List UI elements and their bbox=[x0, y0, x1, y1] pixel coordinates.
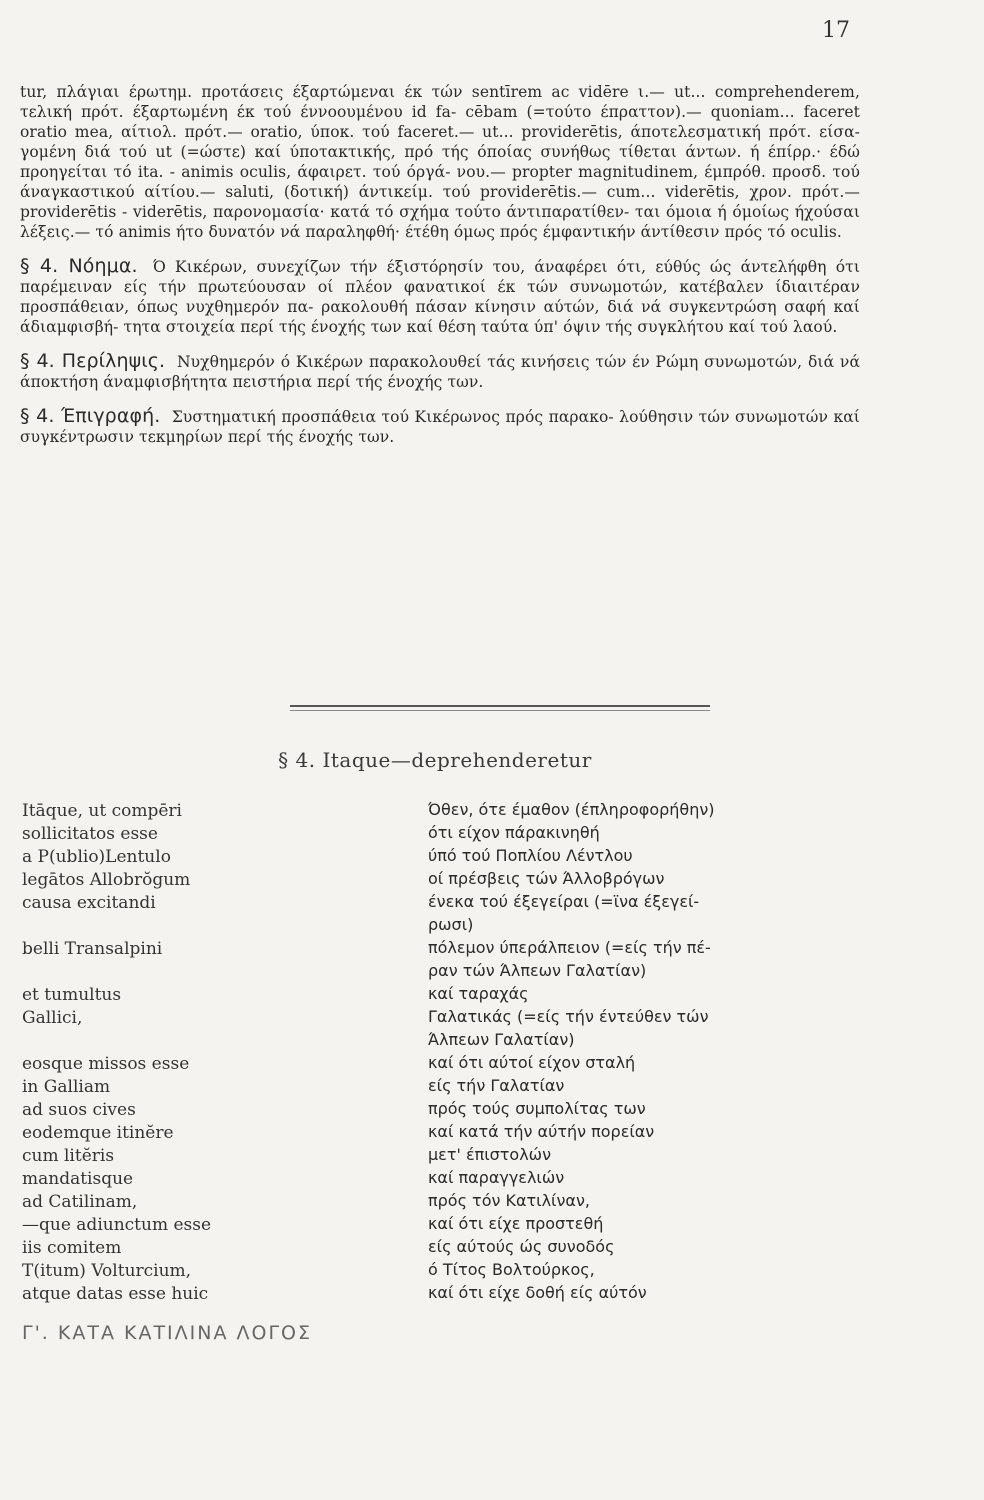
latin-line bbox=[22, 915, 362, 938]
greek-line: πρός τούς συμπολίτας των bbox=[428, 1099, 646, 1118]
greek-line: ένεκα τού έξεγείραι (=ϊνα έξεγεί- bbox=[428, 892, 700, 911]
latin-column bbox=[22, 800, 362, 1306]
section-heading: § 4. Έπιγραφή. bbox=[20, 405, 161, 427]
latin-line: mandatisque bbox=[22, 1169, 134, 1189]
section-meaning bbox=[20, 256, 860, 337]
latin-line: in Galliam bbox=[22, 1077, 111, 1097]
greek-translation-column bbox=[428, 798, 868, 1304]
greek-line: οί πρέσβεις τών Άλλοβρόγων bbox=[428, 869, 665, 888]
greek-line: ραν τών Άλπεων Γαλατίαν) bbox=[428, 961, 647, 980]
greek-line: Όθεν, ότε έμαθον (έπληροφορήθην) bbox=[428, 800, 715, 819]
latin-line bbox=[22, 1030, 362, 1053]
page-footer: Γ'. ΚΑΤΑ ΚΑΤΙΛΙΝΑ ΛΟΓΟΣ bbox=[22, 1322, 313, 1344]
latin-line: iis comitem bbox=[22, 1238, 122, 1258]
section-summary bbox=[20, 351, 860, 392]
latin-line: et tumultus bbox=[22, 985, 122, 1005]
greek-line: καί ότι είχε δοθή είς αύτόν bbox=[428, 1283, 647, 1302]
greek-line: πρός τόν Κατιλίναν, bbox=[428, 1191, 590, 1210]
greek-line: ρωσι) bbox=[428, 915, 474, 934]
latin-line: T(itum) Volturcium, bbox=[22, 1261, 192, 1281]
page-number: 17 bbox=[822, 18, 850, 43]
latin-line: legātos Allobrŏgum bbox=[22, 870, 191, 890]
greek-line: καί ότι αύτοί είχον σταλή bbox=[428, 1053, 636, 1072]
latin-line: —que adiunctum esse bbox=[22, 1215, 212, 1235]
latin-line bbox=[22, 961, 362, 984]
greek-line: είς αύτούς ώς συνοδός bbox=[428, 1237, 615, 1256]
latin-line: cum litĕris bbox=[22, 1146, 115, 1166]
passage-title: § 4. Itaque—deprehenderetur bbox=[278, 748, 592, 772]
latin-line: eodemque itinĕre bbox=[22, 1123, 174, 1143]
section-heading: § 4. Νόημα. bbox=[20, 255, 138, 277]
greek-line: είς τήν Γαλατίαν bbox=[428, 1076, 565, 1095]
greek-line: μετ' έπιστολών bbox=[428, 1145, 552, 1164]
greek-line: Άλπεων Γαλατίαν) bbox=[428, 1030, 575, 1049]
greek-line: ύπό τού Ποπλίου Λέντλου bbox=[428, 846, 633, 865]
greek-line: Γαλατικάς (=είς τήν έντεύθεν τών bbox=[428, 1007, 709, 1026]
latin-line: ad Catilinam, bbox=[22, 1192, 138, 1212]
section-text: Ό Κικέρων, συνεχίζων τήν έξιστόρησίν του, άναφέρει ότι, εύθύς ώς άντελήφθη ότι παρέμειναν είς τήν πρωτεύουσαν οί πλέον φανατικοί έκ τών συνωμοτών, κατέβαλεν ίδιαιτέραν προσπάθειαν, όπως νυχθημερόν πα- ρακολουθή πάσαν κίνησιν αύτών, διά νά συγκεντρώση σαφή καί άδιαμφισβή- τητα στοιχεία περί τής ένοχής των καί θέση ταύτα ύπ' όψιν τής συγκλήτου καί τού λαού. bbox=[20, 258, 860, 336]
latin-line: Itāque, ut compēri bbox=[22, 801, 182, 821]
latin-line: causa excitandi bbox=[22, 893, 156, 913]
latin-line: ad suos cives bbox=[22, 1100, 136, 1120]
greek-line: καί ότι είχε προστεθή bbox=[428, 1214, 604, 1233]
greek-line: ό Τίτος Βολτούρκος, bbox=[428, 1260, 595, 1279]
greek-line: πόλεμον ύπεράλπειον (=είς τήν πέ- bbox=[428, 938, 711, 957]
latin-line: Gallici, bbox=[22, 1008, 83, 1028]
section-title bbox=[20, 406, 860, 447]
section-text: Συστηματική προσπάθεια τού Κικέρωνος πρός παρακο- λούθησιν τών συνωμοτών καί συγκέντρωσιν τεκμηρίων περί τής ένοχής των. bbox=[20, 408, 860, 446]
section-heading: § 4. Περίληψις. bbox=[20, 350, 166, 372]
notes-paragraph: tur, πλάγιαι έρωτημ. προτάσεις έξαρτώμεναι έκ τών sentīrem ac vidēre ι.— ut... comprehenderem, τελική πρότ. έξαρτωμένη έκ τού έννοουμένου id fa- cēbam (=τούτο έπραττον).— quoniam... faceret oratio mea, αίτιολ. πρότ.— oratio, ύποκ. τού faceret.— ut... providerētis, άποτελεσματική πρότ. είσα- γομένη διά τού ut (=ώστε) καί ύποτακτικής, πρό τής όποίας συνήθως τίθεται άντων. ή έπίρρ.· έδώ προηγείται τό ita. - animis oculis, άφαιρετ. τού όργά- νου.— propter magnitudinem, έμπρόθ. προσδ. τού άναγκαστικού αίτίου.— saluti, (δοτική) άντικείμ. τού providerētis.— cum... viderētis, χρον. πρότ.— providerētis - viderētis, παρονομασία· κατά τό σχήμα τούτο άντιπαρατίθεν- ται όμοια ή όμοίως ήχούσαι λέξεις.— τό animis ήτο δυνατόν νά παραληφθή· έτέθη όμως πρός έμφαντικήν άντίθεσιν πρός τό oculis. bbox=[20, 83, 860, 241]
greek-line: ότι είχον πάρακινηθή bbox=[428, 823, 600, 842]
section-text: Νυχθημερόν ό Κικέρων παρακολουθεί τάς κινήσεις τών έν Ρώμη συνωμοτών, διά νά άποκτήση άναμφισβήτητα πειστήρια περί τής ένοχής των. bbox=[20, 353, 861, 391]
latin-line: eosque missos esse bbox=[22, 1054, 190, 1074]
commentary-notes bbox=[20, 82, 860, 447]
latin-line: belli Transalpini bbox=[22, 939, 163, 959]
latin-line: a P(ublio)Lentulo bbox=[22, 847, 171, 867]
latin-line: atque datas esse huic bbox=[22, 1284, 209, 1304]
greek-line: καί ταραχάς bbox=[428, 984, 529, 1003]
greek-line: καί παραγγελιών bbox=[428, 1168, 565, 1187]
latin-line: sollicitatos esse bbox=[22, 824, 158, 844]
divider bbox=[290, 705, 710, 707]
greek-line: καί κατά τήν αύτήν πορείαν bbox=[428, 1122, 655, 1141]
